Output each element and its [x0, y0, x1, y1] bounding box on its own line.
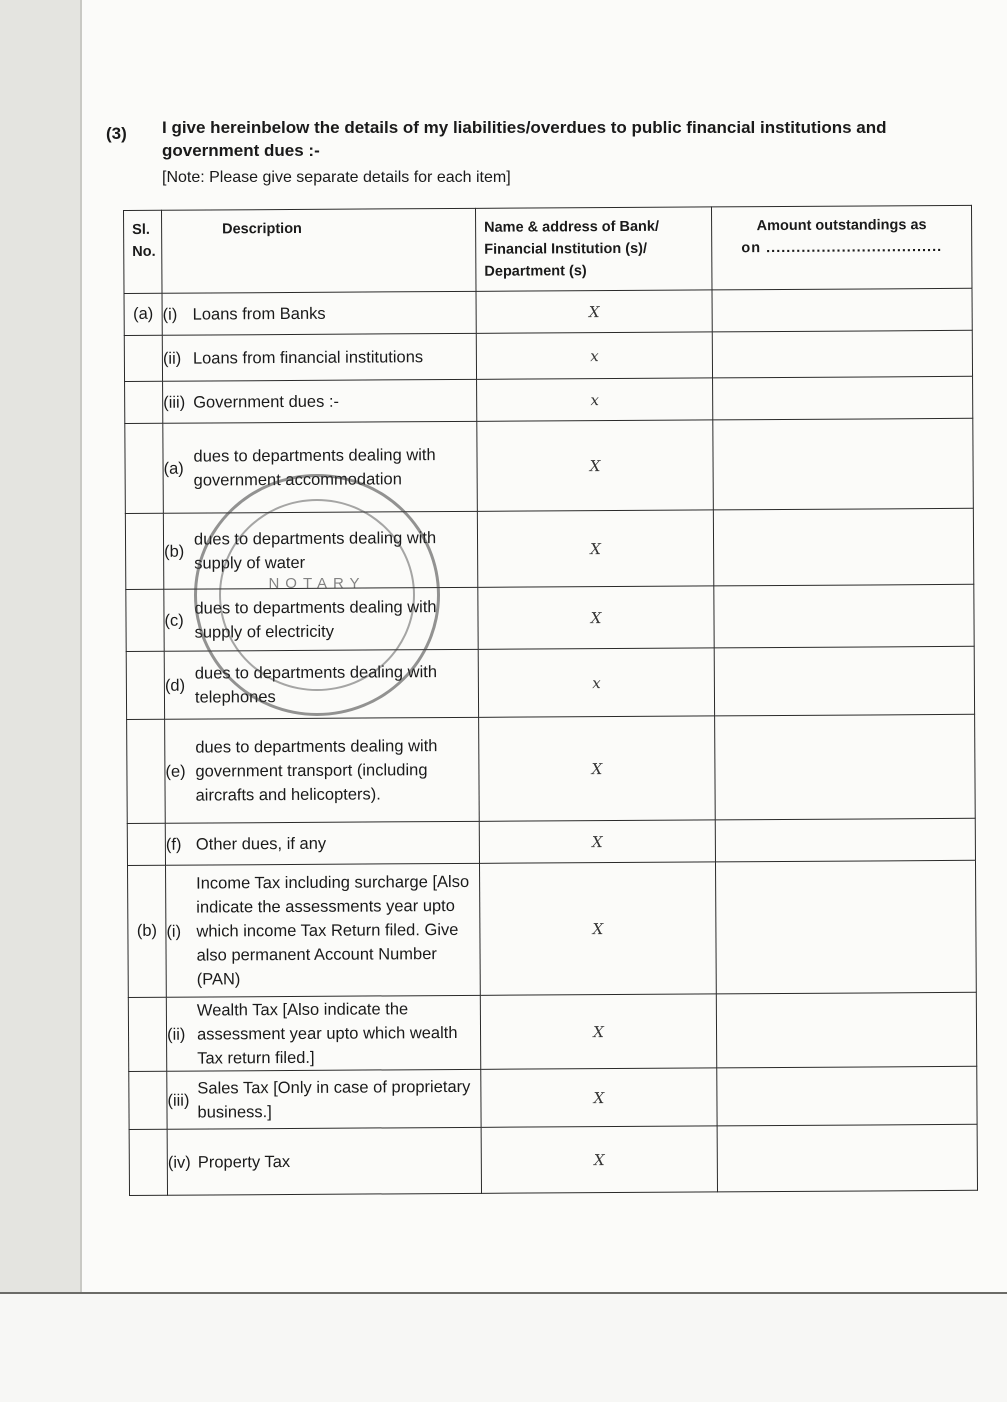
row-sl [127, 719, 166, 823]
row-name-address-mark: X [476, 290, 712, 333]
scan-bottom-band [0, 1292, 1007, 1402]
table-row [126, 646, 974, 719]
row-amount [717, 1066, 977, 1126]
row-description [165, 821, 479, 865]
row-item-label: (iii) [167, 1091, 190, 1110]
row-item-text: dues to departments dealing with telephones [194, 662, 438, 707]
row-sl [125, 513, 163, 589]
row-description [165, 717, 480, 823]
row-item-text: dues to departments dealing with government accommodation [193, 445, 436, 490]
row-description [162, 333, 476, 381]
row-item-label: (ii) [162, 349, 182, 368]
row-name-address-mark: X [479, 820, 715, 863]
row-amount [717, 1124, 977, 1192]
row-description [163, 421, 478, 513]
row-amount [714, 584, 974, 648]
table-header-row [124, 205, 972, 293]
row-item-label: (i) [162, 305, 178, 324]
table-row [124, 330, 972, 381]
notary-stamp-text: NOTARY [268, 575, 366, 592]
row-description [163, 379, 477, 423]
section-heading-text: I give hereinbelow the details of my liabilities/overdues to public financial institutions and government dues :- [162, 118, 887, 160]
row-description [166, 863, 481, 997]
row-amount [716, 992, 976, 1068]
row-item-text: Sales Tax [Only in case of proprietary business.] [197, 1077, 471, 1122]
row-sl [126, 589, 164, 651]
row-sl [124, 335, 162, 381]
row-sl: (b) [128, 865, 167, 997]
table-row [125, 418, 974, 513]
row-name-address-mark: X [479, 862, 716, 995]
table-row [129, 1066, 977, 1129]
row-amount [713, 418, 974, 510]
row-item-text: dues to departments dealing with supply of electricity [194, 597, 437, 642]
row-description [164, 587, 478, 651]
row-item-label: (e) [165, 762, 186, 781]
table-row [124, 288, 972, 335]
table-row [126, 584, 974, 651]
row-item-text: dues to departments dealing with supply of water [193, 528, 437, 573]
row-amount [715, 818, 975, 862]
row-item-label: (d) [164, 676, 186, 695]
row-item-text: Loans from Banks [192, 304, 326, 324]
row-item-label: (ii) [166, 1025, 186, 1044]
header-amount [711, 205, 972, 290]
row-name-address-mark: x [478, 648, 714, 717]
table-row [127, 818, 975, 865]
row-item-label: (a) [163, 459, 184, 478]
row-amount [713, 376, 973, 420]
row-description [166, 995, 480, 1071]
header-sl: Sl. No. [124, 210, 163, 293]
table-row [128, 992, 976, 1071]
row-sl [127, 823, 165, 865]
row-name-address-mark: x [477, 378, 713, 421]
row-amount [715, 714, 976, 820]
row-item-text: Other dues, if any [195, 834, 327, 854]
row-item-label: (iii) [163, 393, 186, 412]
row-item-text: Wealth Tax [Also indicate the assessment year upto which wealth Tax return filed.] [196, 999, 458, 1068]
header-name-address: Name & address of Bank/ Financial Institution (s)/ Department (s) [475, 207, 712, 291]
header-amount-on: on ................................... [741, 238, 943, 257]
row-name-address-mark: X [481, 1126, 717, 1193]
row-item-text: Loans from financial institutions [192, 347, 424, 368]
row-name-address-mark: x [476, 332, 712, 379]
table-row [128, 860, 977, 997]
row-name-address-mark: X [481, 1068, 717, 1127]
row-amount [714, 646, 974, 716]
row-sl [125, 423, 164, 513]
row-item-text: Government dues :- [193, 392, 340, 412]
row-sl [128, 997, 166, 1071]
row-amount [712, 330, 972, 378]
header-amount-label: Amount outstandings as [756, 217, 927, 235]
row-name-address-mark: X [480, 994, 716, 1069]
row-item-label: (iv) [167, 1153, 191, 1172]
row-item-label: (c) [164, 611, 184, 630]
row-item-label: (i) [166, 922, 182, 941]
row-description [167, 1127, 481, 1195]
section-number: (3) [106, 124, 127, 143]
section-note: [Note: Please give separate details for each item] [162, 169, 511, 186]
row-item-text: dues to departments dealing with government transport (including aircrafts and helicopters). [195, 736, 438, 805]
table-row [125, 376, 973, 423]
row-sl [125, 381, 163, 423]
row-name-address-mark: X [477, 510, 713, 587]
row-name-address-mark: X [478, 586, 714, 649]
row-sl [126, 651, 164, 719]
row-name-address-mark: X [479, 716, 716, 821]
header-description: Description [162, 208, 477, 293]
row-description [163, 511, 477, 589]
table-row [129, 1124, 977, 1195]
row-description [164, 649, 478, 719]
row-sl [129, 1071, 167, 1129]
row-item-text: Property Tax [197, 1152, 291, 1172]
row-amount [715, 860, 976, 994]
row-sl [129, 1129, 167, 1195]
row-description [167, 1069, 481, 1129]
row-item-text: Income Tax including surcharge [Also indicate the assessments year upto which income Tax Return filed. Give also permanent Account Number (PAN) [196, 872, 470, 989]
table-row [125, 508, 973, 589]
row-sl: (a) [124, 293, 162, 335]
row-item-label: (b) [164, 542, 185, 561]
table-row [127, 714, 976, 823]
left-page-strip [0, 0, 80, 1292]
row-amount [712, 288, 972, 332]
row-description [162, 291, 476, 335]
row-name-address-mark: X [477, 420, 714, 511]
row-item-label: (f) [165, 835, 182, 854]
row-amount [713, 508, 973, 586]
liabilities-table [123, 205, 978, 1196]
